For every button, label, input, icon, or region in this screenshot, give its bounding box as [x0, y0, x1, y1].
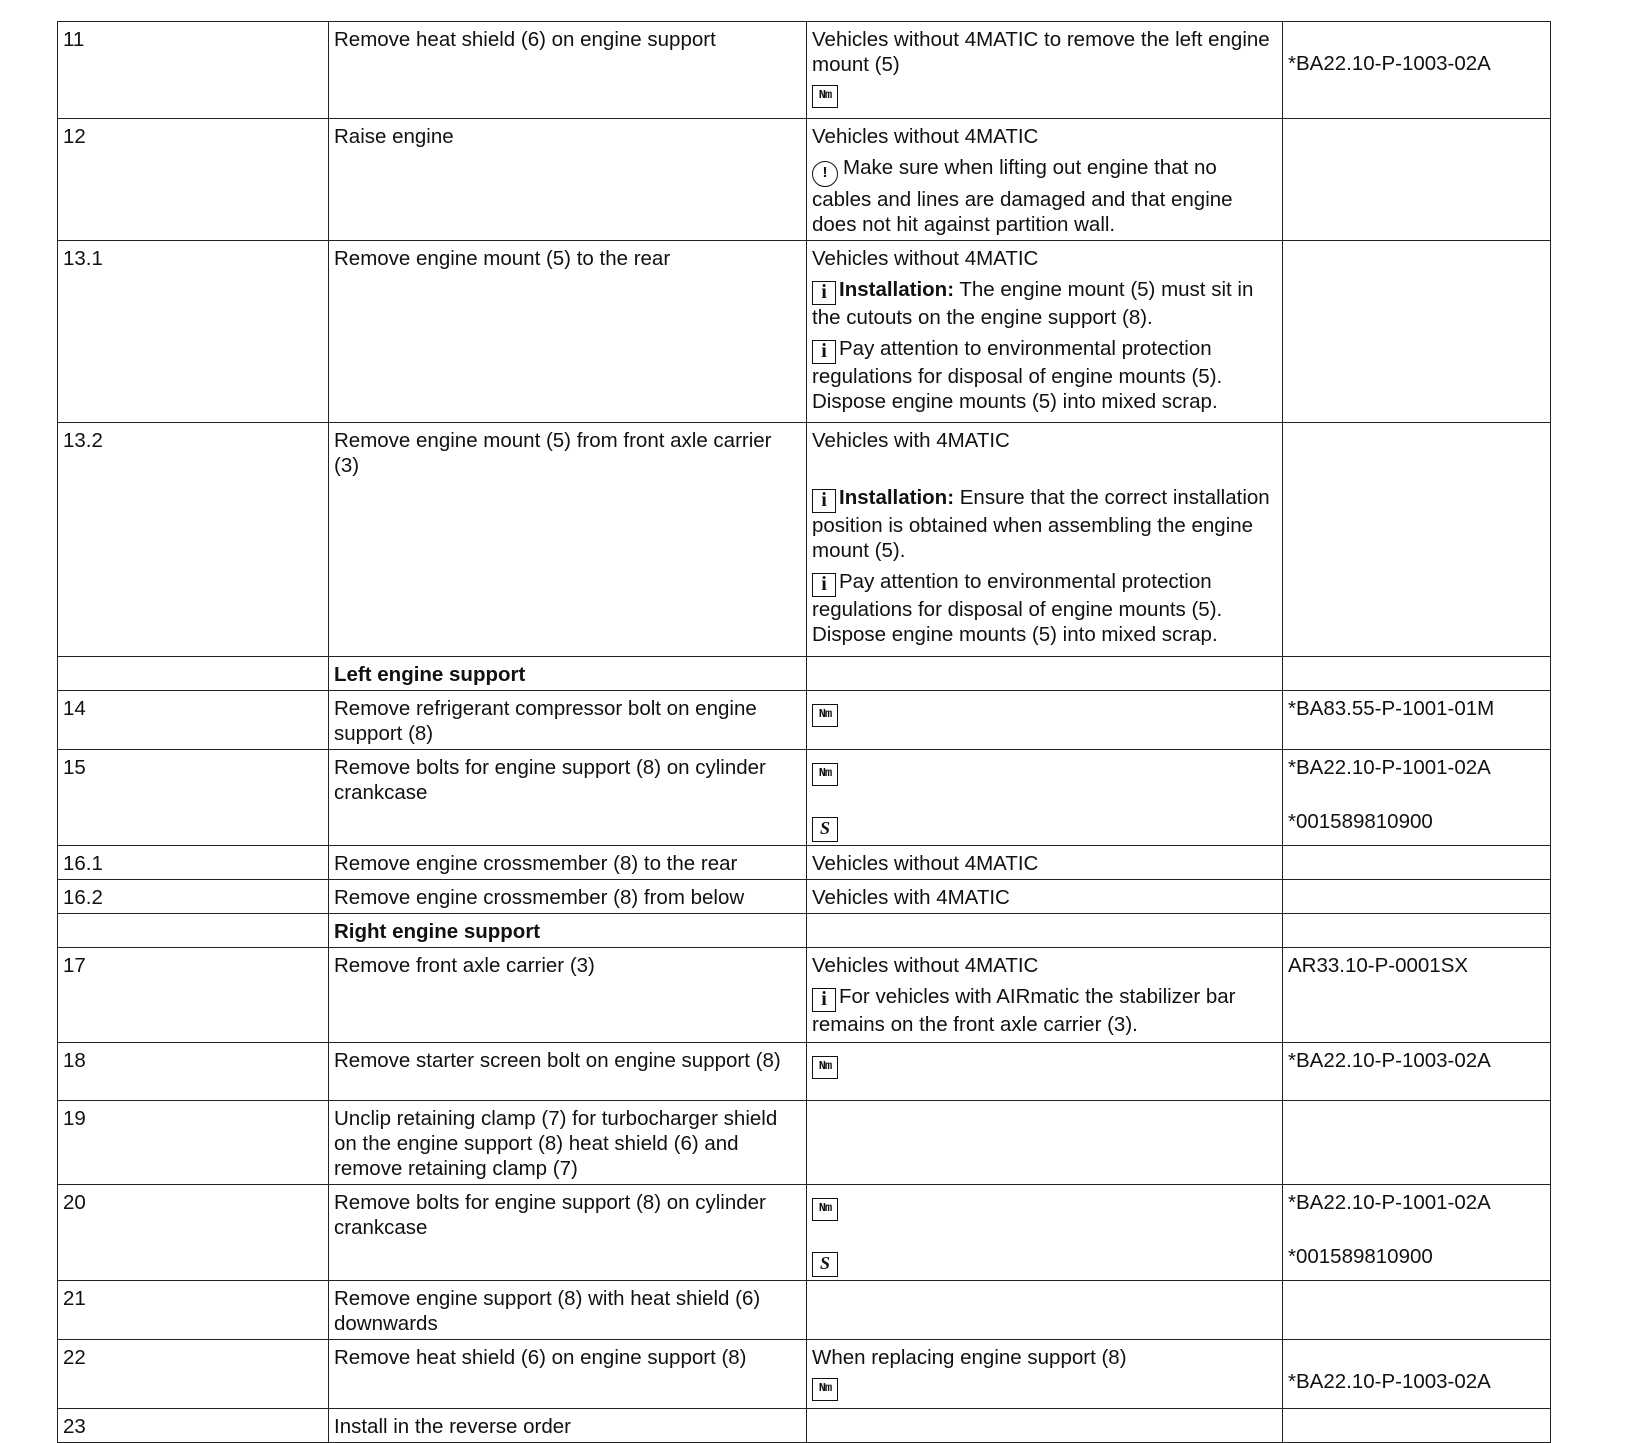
step-action: Remove bolts for engine support (8) on cylinder crankcase — [329, 750, 807, 846]
step-reference — [1283, 691, 1551, 750]
step-number: 16.2 — [58, 880, 329, 914]
reference-link[interactable]: *BA22.10-P-1003-02A — [1288, 52, 1491, 75]
step-note: Vehicles without 4MATIC to remove the left engine mount (5) Nm — [807, 22, 1283, 119]
torque-nm-icon: Nm — [812, 1198, 838, 1221]
reference-link[interactable]: *BA22.10-P-1003-02A — [1288, 1370, 1491, 1393]
step-action: Raise engine — [329, 119, 807, 241]
table-row — [58, 22, 1551, 119]
step-note — [807, 1281, 1283, 1340]
step-reference — [1283, 241, 1551, 423]
step-reference — [1283, 1043, 1551, 1101]
table-row — [58, 1185, 1551, 1281]
section-row — [58, 914, 1551, 948]
info-icon: i — [812, 281, 836, 305]
step-number: 13.1 — [58, 241, 329, 423]
step-action: Remove heat shield (6) on engine support — [329, 22, 807, 119]
step-reference — [1283, 1409, 1551, 1443]
step-action: Install in the reverse order — [329, 1409, 807, 1443]
table-row — [58, 1409, 1551, 1443]
table-row — [58, 880, 1551, 914]
step-number: 22 — [58, 1340, 329, 1409]
torque-nm-icon: Nm — [812, 763, 838, 786]
step-number: 15 — [58, 750, 329, 846]
step-action: Remove starter screen bolt on engine support (8) — [329, 1043, 807, 1101]
step-reference — [1283, 1101, 1551, 1185]
step-reference — [1283, 119, 1551, 241]
step-reference — [1283, 846, 1551, 880]
step-note — [807, 1185, 1283, 1281]
info-icon: i — [812, 340, 836, 364]
step-note: Vehicles without 4MATIC i For vehicles with AIRmatic the stabilizer bar remains on the front axle carrier (3). — [807, 948, 1283, 1043]
table-row — [58, 691, 1551, 750]
step-reference — [1283, 423, 1551, 657]
table-row — [58, 750, 1551, 846]
step-number: 12 — [58, 119, 329, 241]
step-reference — [1283, 948, 1551, 1043]
step-action: Remove engine crossmember (8) from below — [329, 880, 807, 914]
step-note: Vehicles without 4MATIC i Installation: The engine mount (5) must sit in the cutouts on the engine support (8). i Pay attention to environmental protection regulations for disposal of engine mounts (5). Dispose engine mounts (5) into mixed scrap. — [807, 241, 1283, 423]
step-action: Remove engine support (8) with heat shield (6) downwards — [329, 1281, 807, 1340]
step-note — [807, 1409, 1283, 1443]
table-row — [58, 1281, 1551, 1340]
step-note: Vehicles with 4MATIC i Installation: Ensure that the correct installation position is obtained when assembling the engine mount (5). i Pay attention to environmental protection regulations for disposal of engine mounts (5). Dispose engine mounts (5) into mixed scrap. — [807, 423, 1283, 657]
step-number: 21 — [58, 1281, 329, 1340]
reference-link[interactable]: *BA22.10-P-1003-02A — [1288, 1049, 1491, 1072]
step-action: Unclip retaining clamp (7) for turbocharger shield on the engine support (8) heat shield (6) and remove retaining clamp (7) — [329, 1101, 807, 1185]
step-number: 14 — [58, 691, 329, 750]
info-icon: i — [812, 489, 836, 513]
table-row — [58, 948, 1551, 1043]
table-row — [58, 423, 1551, 657]
step-reference — [1283, 1340, 1551, 1409]
step-action: Remove engine mount (5) to the rear — [329, 241, 807, 423]
step-reference — [1283, 880, 1551, 914]
reference-link[interactable]: *BA22.10-P-1001-02A — [1288, 756, 1491, 779]
step-note — [807, 1101, 1283, 1185]
table-row — [58, 846, 1551, 880]
info-icon: i — [812, 573, 836, 597]
table-row — [58, 241, 1551, 423]
reference-link[interactable]: AR33.10-P-0001SX — [1288, 954, 1469, 977]
step-note: Vehicles with 4MATIC — [807, 880, 1283, 914]
procedure-table — [57, 21, 1551, 1443]
torque-nm-icon: Nm — [812, 85, 838, 108]
reference-link[interactable]: *BA83.55-P-1001-01M — [1288, 697, 1495, 720]
reference-link[interactable]: *BA22.10-P-1001-02A — [1288, 1191, 1491, 1214]
step-reference — [1283, 1185, 1551, 1281]
step-action: Remove refrigerant compressor bolt on engine support (8) — [329, 691, 807, 750]
step-action: Remove engine crossmember (8) to the rear — [329, 846, 807, 880]
step-reference — [1283, 22, 1551, 119]
info-icon: i — [812, 988, 836, 1012]
torque-nm-icon: Nm — [812, 1056, 838, 1079]
section-heading: Right engine support — [329, 914, 807, 948]
step-number: 19 — [58, 1101, 329, 1185]
step-number: 13.2 — [58, 423, 329, 657]
special-tool-icon: S — [812, 817, 838, 842]
step-action: Remove heat shield (6) on engine support (8) — [329, 1340, 807, 1409]
table-row — [58, 1340, 1551, 1409]
step-note — [807, 1043, 1283, 1101]
step-action: Remove engine mount (5) from front axle carrier (3) — [329, 423, 807, 657]
table-row — [58, 1101, 1551, 1185]
step-note: When replacing engine support (8) Nm — [807, 1340, 1283, 1409]
torque-nm-icon: Nm — [812, 704, 838, 727]
step-number: 17 — [58, 948, 329, 1043]
warning-icon: ! — [812, 161, 838, 187]
table-row — [58, 1043, 1551, 1101]
step-note: Vehicles without 4MATIC — [807, 846, 1283, 880]
section-heading: Left engine support — [329, 657, 807, 691]
section-row — [58, 657, 1551, 691]
step-number: 20 — [58, 1185, 329, 1281]
step-number: 23 — [58, 1409, 329, 1443]
tool-reference-link[interactable]: *001589810900 — [1288, 810, 1433, 833]
tool-reference-link[interactable]: *001589810900 — [1288, 1245, 1433, 1268]
special-tool-icon: S — [812, 1252, 838, 1277]
table-row — [58, 119, 1551, 241]
step-reference — [1283, 750, 1551, 846]
step-reference — [1283, 1281, 1551, 1340]
step-action: Remove bolts for engine support (8) on cylinder crankcase — [329, 1185, 807, 1281]
step-note — [807, 691, 1283, 750]
torque-nm-icon: Nm — [812, 1378, 838, 1401]
step-number: 11 — [58, 22, 329, 119]
step-number: 18 — [58, 1043, 329, 1101]
step-number: 16.1 — [58, 846, 329, 880]
step-note — [807, 750, 1283, 846]
step-note: Vehicles without 4MATIC ! Make sure when lifting out engine that no cables and lines are damaged and that engine does not hit against partition wall. — [807, 119, 1283, 241]
step-action: Remove front axle carrier (3) — [329, 948, 807, 1043]
